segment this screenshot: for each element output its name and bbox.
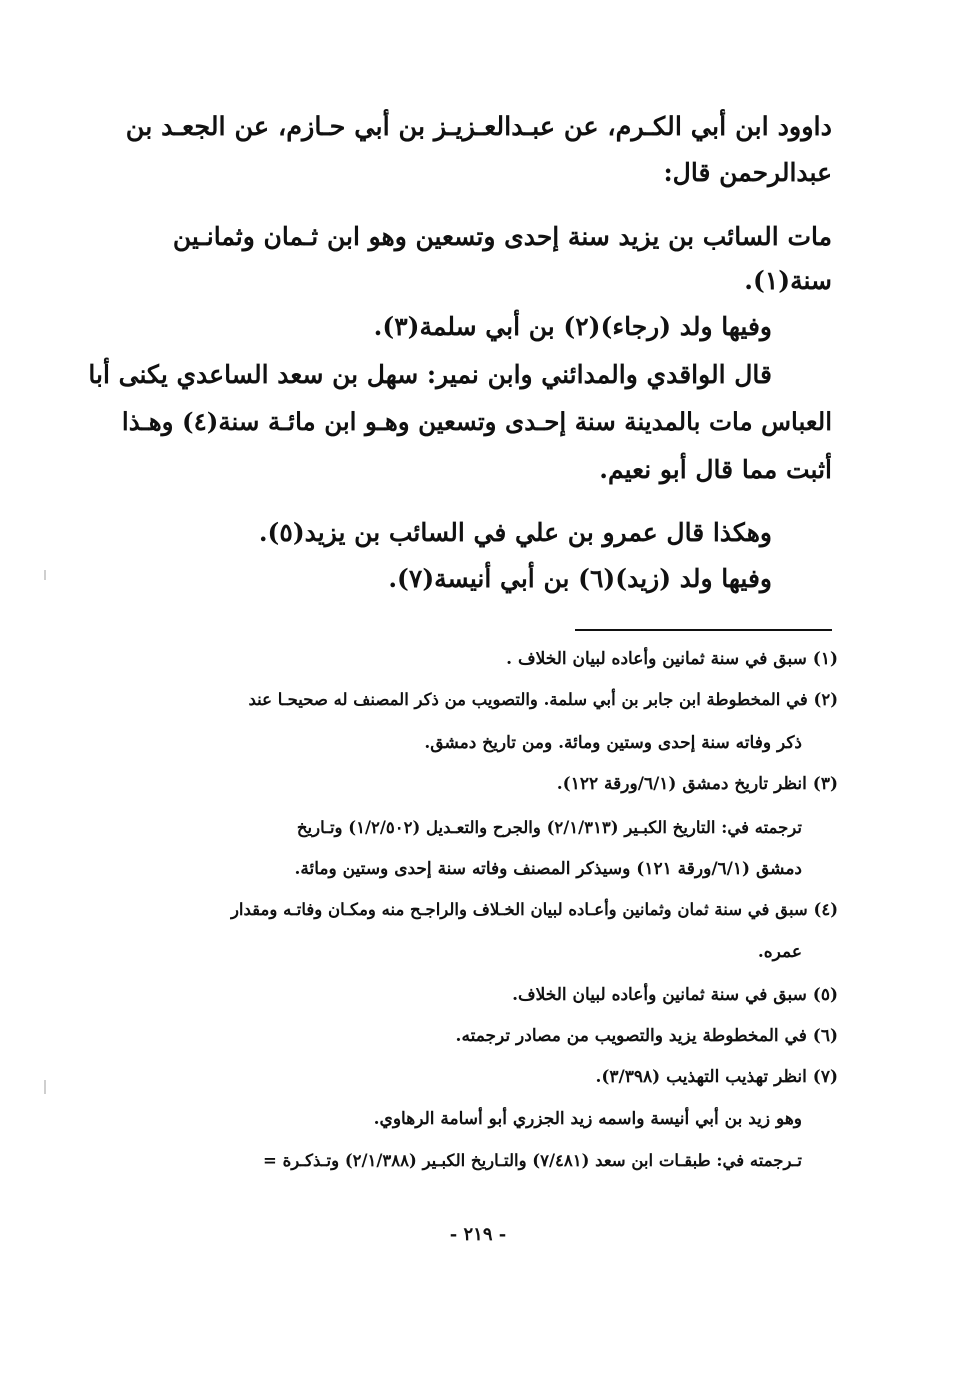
footnote-7-line-3: تـرجمته في: طبقـات ابن سعد (٧/٤٨١) والتـاريخ الكبـير (٢/١/٣٨٨) وتـذكـرة = — [263, 1151, 802, 1170]
footnote-3-line-1: (٣) انظر تاريخ دمشق (٦/١/ورقة ١٢٢). — [556, 774, 838, 794]
footnote-4-line-1: (٤) سبق في سنة ثمان وثمانين وأعـاده لبيان الخـلاف والراجـح منه ومكـان وفاتـه ومقدار — [230, 900, 838, 919]
footnote-7-line-2: وهو زيد بن أبي أنيسة واسمه زيد الجزري أبو أسامة الرهاوي. — [373, 1109, 802, 1129]
footnote-5: (٥) سبق في سنة ثمانين وأعاده لبيان الخلاف. — [512, 985, 838, 1005]
footnote-separator — [575, 629, 832, 631]
scan-mark — [44, 570, 46, 580]
footnote-4-line-2: عمره. — [757, 942, 802, 962]
main-text-line-6: قال الواقدي والمدائني وابن نمير: سهل بن سعد الساعدي يكنى أبا — [88, 360, 772, 389]
main-text-line-10: وفيها ولد (زيد)(٦) بن أبي أنيسة(٧). — [388, 564, 772, 593]
main-text-line-4: سنة(١). — [744, 266, 832, 295]
footnote-1: (١) سبق في سنة ثمانين وأعاده لبيان الخلاف . — [506, 649, 838, 669]
footnote-3-line-2: ترجمته في: التاريخ الكبـير (٢/١/٣١٣) والجرح والتعـديل (١/٢/٥٠٢) وتـاريخ — [296, 818, 802, 837]
footnote-3-line-3: دمشق (٦/١/ورقة ١٢١) وسيذكر المصنف وفاته سنة إحدى وستين ومائة. — [294, 859, 802, 879]
main-text-line-2: عبدالرحمن قال: — [663, 158, 832, 187]
main-text-line-8: أثبت مما قال أبو نعيم. — [599, 455, 832, 484]
main-text-line-9: وهكذا قال عمرو بن علي في السائب بن يزيد(٥). — [258, 518, 772, 547]
main-text-line-1: داوود ابن أبي الكـرم، عن عبـدالعـزيـز بن أبي حـازم، عن الجعـد بن — [125, 112, 832, 142]
footnote-2-line-2: ذكر وفاته سنة إحدى وستين ومائة. ومن تاريخ دمشق. — [424, 733, 802, 753]
main-text-line-5: وفيها ولد (رجاء)(٢) بن أبي سلمة(٣). — [373, 312, 772, 341]
page-number: - ٢١٩ - — [449, 1224, 507, 1245]
main-text-line-3: مات السائب بن يزيد سنة إحدى وتسعين وهو ابن ثـمان وثمانـين — [172, 222, 832, 251]
scan-mark — [44, 1080, 46, 1094]
main-text-line-7: العباس مات بالمدينة سنة إحـدى وتسعين وهـو ابن مائـة سنة(٤) وهـذا — [121, 407, 832, 436]
footnote-6: (٦) في المخطوطة يزيد والتصويب من مصادر ترجمته. — [455, 1026, 838, 1046]
footnote-2-line-1: (٢) في المخطوطة ابن جابر بن أبي سلمة. والتصويب من ذكر المصنف له صحيحـا عند — [248, 690, 838, 709]
footnote-7-line-1: (٧) انظر تهذيب التهذيب (٣/٣٩٨). — [595, 1067, 838, 1087]
